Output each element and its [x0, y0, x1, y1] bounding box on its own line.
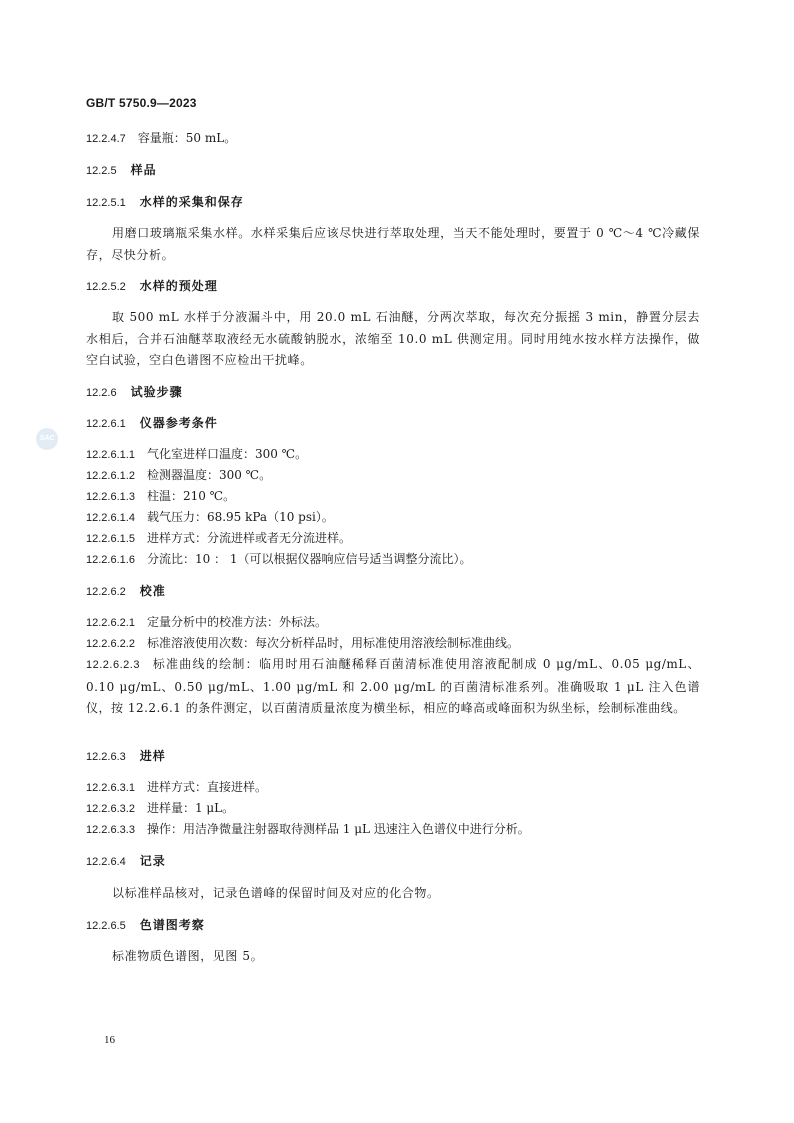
clause-number: 12.2.6.3.2	[86, 803, 135, 815]
section-number: 12.2.6.3	[86, 751, 126, 763]
standard-code: GB/T 5750.9—2023	[86, 96, 197, 110]
section-number: 12.2.5.1	[86, 197, 126, 209]
section-title: 进样	[139, 749, 166, 763]
clause-text: 载气压力：68.95 kPa（10 psi）。	[146, 510, 334, 524]
section-12-2-6-4	[86, 851, 700, 874]
section-12-2-6-3	[86, 746, 700, 769]
section-number: 12.2.6.1	[86, 418, 126, 430]
section-12-2-6	[86, 382, 700, 405]
condition-item	[86, 528, 700, 551]
clause-text: 容量瓶：50 mL。	[137, 131, 237, 145]
condition-item	[86, 549, 700, 572]
clause-text: 进样量：1 μL。	[146, 801, 235, 815]
section-12-2-6-2	[86, 581, 700, 604]
clause-text: 标准溶液使用次数：每次分析样品时，用标准使用溶液绘制标准曲线。	[146, 636, 519, 650]
paragraph-pretreatment: 取 500 mL 水样于分液漏斗中，用 20.0 mL 石油醚，分两次萃取，每次充分振摇 3 min，静置分层去水相后，合并石油醚萃取液经无水硫酸钠脱水，浓缩至 10.0 mL 供测定用。同时用纯水按水样方法操作，做空白试验，空白色谱图不应检出干扰峰。	[86, 310, 700, 367]
section-number: 12.2.6	[86, 387, 117, 399]
condition-item	[86, 444, 700, 467]
clause-number: 12.2.6.1.4	[86, 512, 135, 524]
section-title: 试验步骤	[130, 385, 183, 399]
injection-item	[86, 819, 700, 842]
paragraph-sampling: 用磨口玻璃瓶采集水样。水样采集后应该尽快进行萃取处理，当天不能处理时，要置于 0 ℃～4 ℃冷藏保存，尽快分析。	[86, 226, 700, 262]
section-title: 水样的采集和保存	[139, 195, 244, 209]
sac-logo-icon	[36, 428, 58, 450]
page-number: 16	[104, 1034, 115, 1046]
section-12-2-6-1	[86, 413, 700, 436]
calibration-item	[86, 654, 700, 720]
section-number: 12.2.5	[86, 165, 117, 177]
clause-number: 12.2.6.1.3	[86, 491, 135, 503]
clause-text: 进样方式：直接进样。	[146, 780, 267, 794]
clause-number: 12.2.6.1.6	[86, 554, 135, 566]
section-12-2-6-5	[86, 915, 700, 938]
section-number: 12.2.6.2	[86, 586, 126, 598]
clause-text: 进样方式：分流进样或者无分流进样。	[146, 531, 351, 545]
clause-text: 定量分析中的校准方法：外标法。	[146, 615, 327, 629]
calibration-item	[86, 633, 700, 656]
section-number: 12.2.6.5	[86, 920, 126, 932]
section-12-2-5-1	[86, 192, 700, 215]
injection-item	[86, 777, 700, 800]
clause-number: 12.2.6.1.1	[86, 449, 135, 461]
section-12-2-5-2	[86, 276, 700, 299]
section-title: 水样的预处理	[139, 279, 218, 293]
paragraph-record: 以标准样品核对，记录色谱峰的保留时间及对应的化合物。	[112, 886, 440, 900]
clause-text: 操作：用洁净微量注射器取待测样品 1 μL 迅速注入色谱仪中进行分析。	[146, 822, 530, 836]
clause-number: 12.2.4.7	[86, 133, 126, 145]
paragraph-chromatogram: 标准物质色谱图，见图 5。	[112, 949, 264, 963]
clause-number: 12.2.6.3.3	[86, 824, 135, 836]
injection-item	[86, 798, 700, 821]
clause-number: 12.2.6.1.5	[86, 533, 135, 545]
clause-number: 12.2.6.1.2	[86, 470, 135, 482]
clause-text: 气化室进样口温度：300 ℃。	[146, 447, 308, 461]
watermark-text: SAC	[39, 435, 55, 442]
condition-item	[86, 486, 700, 509]
condition-item	[86, 507, 700, 530]
section-title: 记录	[139, 854, 166, 868]
section-12-2-5	[86, 160, 700, 183]
clause-number: 12.2.6.2.3	[86, 659, 140, 671]
clause-12-2-4-7	[86, 128, 700, 151]
section-title: 样品	[130, 163, 157, 177]
clause-number: 12.2.6.3.1	[86, 782, 135, 794]
section-title: 色谱图考察	[139, 918, 205, 932]
clause-text: 分流比：10 ： 1（可以根据仪器响应信号适当调整分流比）。	[146, 552, 472, 566]
clause-number: 12.2.6.2.2	[86, 638, 135, 650]
clause-text: 标准曲线的绘制：临用时用石油醚稀释百菌清标准使用溶液配制成 0 μg/mL、0.05 μg/mL、0.10 μg/mL、0.50 μg/mL、1.00 μg/mL 和 2.00 μg/mL 的百菌清标准系列。准确吸取 1 μL 注入色谱仪，按 12.2.6.1 的条件测定，以百菌清质量浓度为横坐标，相应的峰高或峰面积为纵坐标，绘制标准曲线。	[86, 657, 700, 715]
section-number: 12.2.5.2	[86, 281, 126, 293]
clause-number: 12.2.6.2.1	[86, 617, 135, 629]
clause-text: 柱温：210 ℃。	[146, 489, 236, 503]
section-title: 仪器参考条件	[139, 416, 218, 430]
section-number: 12.2.6.4	[86, 856, 126, 868]
condition-item	[86, 465, 700, 488]
clause-text: 检测器温度：300 ℃。	[146, 468, 272, 482]
section-title: 校准	[139, 584, 166, 598]
calibration-item	[86, 612, 700, 635]
